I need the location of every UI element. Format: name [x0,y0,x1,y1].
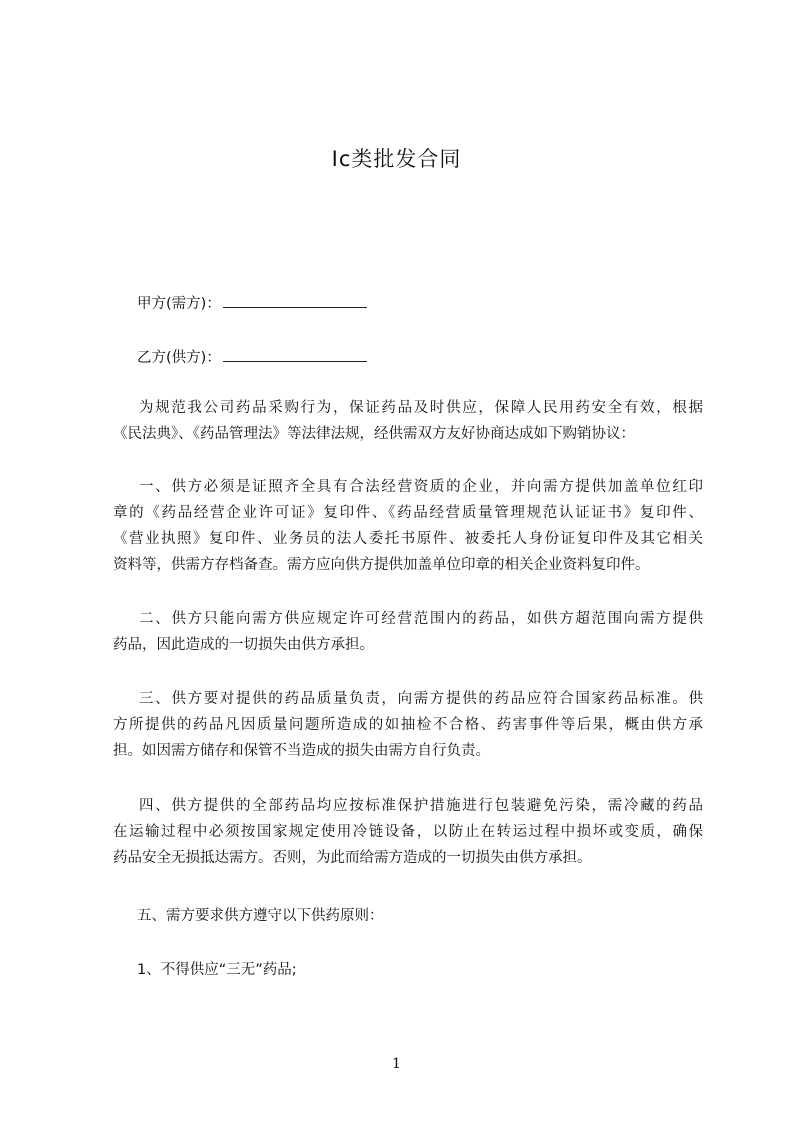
document-title: Ic类批发合同 [331,147,462,171]
clause-1-paragraph [113,474,703,578]
text-line: 为规范我公司药品采购行为，保证药品及时供应，保障人民用药安全有效，根据 [139,400,703,416]
clause-4-paragraph [113,793,703,871]
clause-5-heading: 五、需方要求供方遵守以下供药原则： [137,908,384,924]
text-line: 资料等，供需方存档备查。需方应向供方提供加盖单位印章的相关企业资料复印件。 [113,557,650,573]
text-line: 药品，因此造成的一切损失由供方承担。 [113,637,374,653]
clause-3-paragraph [113,686,703,764]
text-line: 章的《药品经营企业许可证》复印件、《药品经营质量管理规范认证证书》复印件、 [113,505,703,521]
party-b-field [137,346,367,367]
text-line: 《民法典》、《药品管理法》等法律法规，经供需双方友好协商达成如下购销协议： [113,426,635,442]
party-b-blank [223,348,367,362]
text-line: 二、供方只能向需方供应规定许可经营范围内的药品，如供方超范围向需方提供 [139,611,703,627]
text-line: 在运输过程中必须按国家规定使用冷链设备，以防止在转运过程中损坏或变质，确保 [113,824,703,840]
party-a-blank [223,294,367,308]
party-b-label: 乙方(供方)： [137,350,221,366]
page-number: 1 [392,1056,401,1072]
text-line: 三、供方要对提供的药品质量负责，向需方提供的药品应符合国家药品标准。供 [139,691,703,707]
text-line: 四、供方提供的全部药品均应按标准保护措施进行包装避免污染，需冷藏的药品 [139,798,703,814]
party-a-label: 甲方(需方)： [137,296,221,312]
intro-paragraph [113,395,703,447]
text-line: 担。如因需方储存和保管不当造成的损失由需方自行负责。 [113,743,490,759]
text-line: 《营业执照》复印件、业务员的法人委托书原件、被委托人身份证复印件及其它相关 [113,531,703,547]
clause-5-item-1: 1、不得供应“三无”药品; [137,962,297,978]
text-line: 方所提供的药品凡因质量问题所造成的如抽检不合格、药害事件等后果，概由供方承 [113,717,703,733]
clause-2-paragraph [113,606,703,658]
text-line: 药品安全无损抵达需方。否则，为此而给需方造成的一切损失由供方承担。 [113,850,592,866]
party-a-field [137,292,367,313]
text-line: 一、供方必须是证照齐全具有合法经营资质的企业，并向需方提供加盖单位红印 [139,479,703,495]
